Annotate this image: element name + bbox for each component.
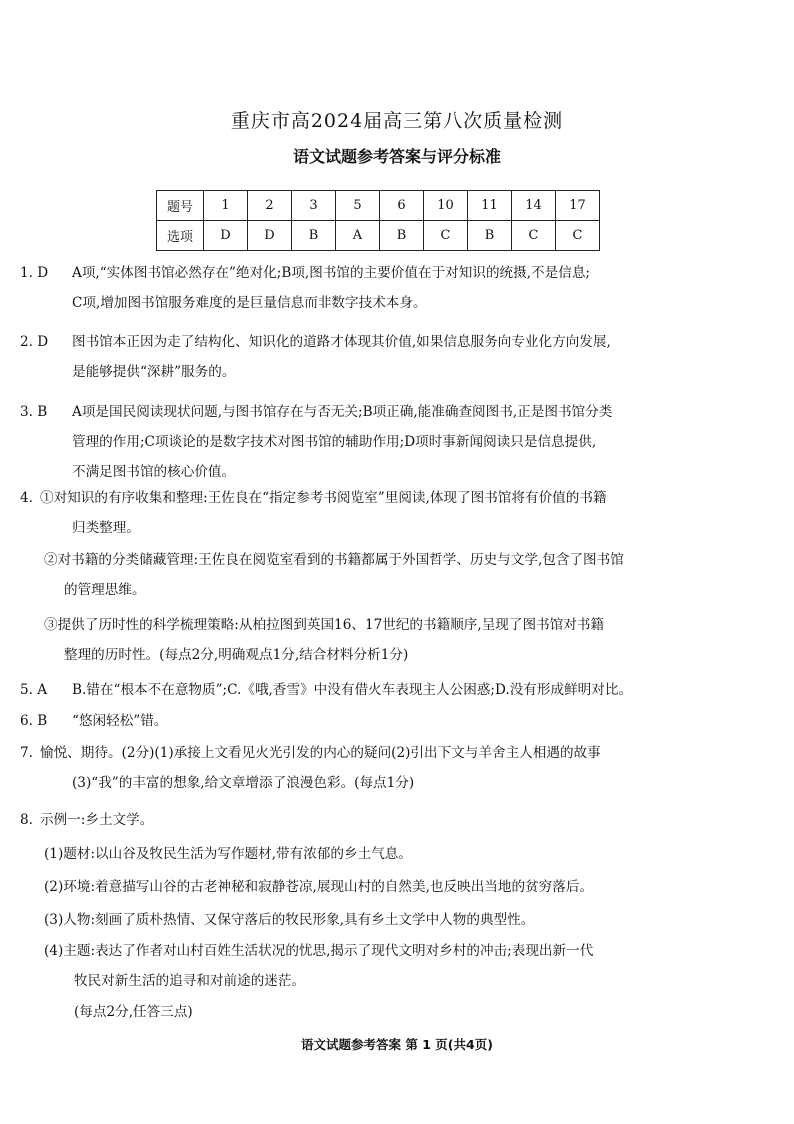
item-text-line: 示例一:乡土文学。 xyxy=(40,812,154,828)
answer-item-5 xyxy=(20,675,780,705)
item-number: 5. A xyxy=(20,682,48,698)
answer-item-3 xyxy=(20,397,780,487)
answer-item-8-point-3 xyxy=(44,905,780,935)
item-number: 6. B xyxy=(20,713,48,729)
question-number-cell: 11 xyxy=(468,191,512,221)
answer-item-4-point-2 xyxy=(44,545,780,605)
answer-item-2 xyxy=(20,327,780,387)
answer-item-8-point-2 xyxy=(44,872,780,902)
question-number-cell: 17 xyxy=(556,191,600,221)
item-text-line: 的管理思维。 xyxy=(64,582,146,598)
item-text-line: C项,增加图书馆服务难度的是巨量信息而非数字技术本身。 xyxy=(72,295,427,311)
item-text-line: (每点2分,任答三点) xyxy=(74,1004,193,1020)
answer-cell: A xyxy=(336,221,380,251)
item-text-line: 整理的历时性。(每点2分,明确观点1分,结合材料分析1分) xyxy=(64,647,409,663)
item-number: 1. D xyxy=(20,265,49,281)
page-title: 重庆市高2024届高三第八次质量检测 xyxy=(230,110,564,132)
page-footer: 语文试题参考答案 第 1 页(共4页) xyxy=(301,1037,493,1052)
table-header-label: 题号 xyxy=(157,191,204,221)
answer-item-6 xyxy=(20,706,780,736)
item-text-line: (3)人物:刻画了质朴热情、又保守落后的牧民形象,具有乡土文学中人物的典型性。 xyxy=(44,912,535,928)
question-number-cell: 2 xyxy=(248,191,292,221)
item-number: 4. xyxy=(20,490,33,506)
answer-cell: C xyxy=(512,221,556,251)
item-text-line: ③提供了历时性的科学梳理策略:从柏拉图到英国16、17世纪的书籍顺序,呈现了图书馆对书籍 xyxy=(44,617,605,633)
answer-item-1 xyxy=(20,258,780,318)
item-text-line: B.错在“根本不在意物质”;C.《哦,香雪》中没有借火车表现主人公困惑;D.没有形成鲜明对比。 xyxy=(72,682,633,698)
answer-cell: C xyxy=(424,221,468,251)
item-text-line: (4)主题:表达了作者对山村百姓生活状况的忧思,揭示了现代文明对乡村的冲击;表现出新一代 xyxy=(44,943,594,959)
page-subtitle: 语文试题参考答案与评分标准 xyxy=(292,147,501,166)
answer-item-4-point-3 xyxy=(44,610,780,670)
item-number: 8. xyxy=(20,812,33,828)
item-number: 2. D xyxy=(20,334,49,350)
item-text-line: (3)“我”的丰富的想象,给文章增添了浪漫色彩。(每点1分) xyxy=(72,775,415,791)
question-number-cell: 1 xyxy=(204,191,248,221)
answer-cell: B xyxy=(292,221,336,251)
answer-item-8-scoring-note xyxy=(74,997,794,1027)
item-text-line: 牧民对新生活的追寻和对前途的迷茫。 xyxy=(74,973,306,989)
item-text-line: A项是国民阅读现状问题,与图书馆存在与否无关;B项正确,能准确查阅图书,正是图书馆分类 xyxy=(72,404,613,420)
answer-item-8 xyxy=(20,805,780,835)
answer-cell: C xyxy=(556,221,600,251)
question-number-cell: 10 xyxy=(424,191,468,221)
item-number: 3. B xyxy=(20,404,48,420)
answer-cell: B xyxy=(380,221,424,251)
item-text-line: (1)题材:以山谷及牧民生活为写作题材,带有浓郁的乡土气息。 xyxy=(44,846,412,862)
item-number: 7. xyxy=(20,745,33,761)
answer-table xyxy=(156,190,600,251)
question-number-cell: 3 xyxy=(292,191,336,221)
item-text-line: 归类整理。 xyxy=(72,520,140,536)
item-text-line: 管理的作用;C项谈论的是数字技术对图书馆的辅助作用;D项时事新闻阅读只是信息提供, xyxy=(72,434,597,450)
question-number-cell: 6 xyxy=(380,191,424,221)
answer-table-answer-row xyxy=(157,221,600,251)
answer-table-header-row xyxy=(157,191,600,221)
answer-item-4 xyxy=(20,483,780,543)
item-text-line: 不满足图书馆的核心价值。 xyxy=(72,464,236,480)
item-text-line: ②对书籍的分类储藏管理:王佐良在阅览室看到的书籍都属于外国哲学、历史与文学,包含了图书馆 xyxy=(44,552,624,568)
item-text-line: (2)环境:着意描写山谷的古老神秘和寂静苍凉,展现山村的自然美,也反映出当地的贫穷落后。 xyxy=(44,879,594,895)
table-answer-label: 选项 xyxy=(157,221,204,251)
answer-cell: B xyxy=(468,221,512,251)
question-number-cell: 5 xyxy=(336,191,380,221)
answer-item-7 xyxy=(20,738,780,798)
answer-cell: D xyxy=(204,221,248,251)
answer-cell: D xyxy=(248,221,292,251)
item-text-line: 愉悦、期待。(2分)(1)承接上文看见火光引发的内心的疑问(2)引出下文与羊舍主人相遇的故事 xyxy=(40,745,601,761)
answer-item-8-point-4 xyxy=(44,936,780,996)
item-text-line: A项,“实体图书馆必然存在”绝对化;B项,图书馆的主要价值在于对知识的统摄,不是信息; xyxy=(72,265,591,281)
item-text-line: 是能够提供“深耕”服务的。 xyxy=(72,364,236,380)
question-number-cell: 14 xyxy=(512,191,556,221)
item-text-line: ①对知识的有序收集和整理:王佐良在“指定参考书阅览室”里阅读,体现了图书馆将有价值的书籍 xyxy=(40,490,607,506)
answer-item-8-point-1 xyxy=(44,839,780,869)
item-text-line: “悠闲轻松”错。 xyxy=(72,713,168,729)
item-text-line: 图书馆本正因为走了结构化、知识化的道路才体现其价值,如果信息服务向专业化方向发展, xyxy=(72,334,611,350)
